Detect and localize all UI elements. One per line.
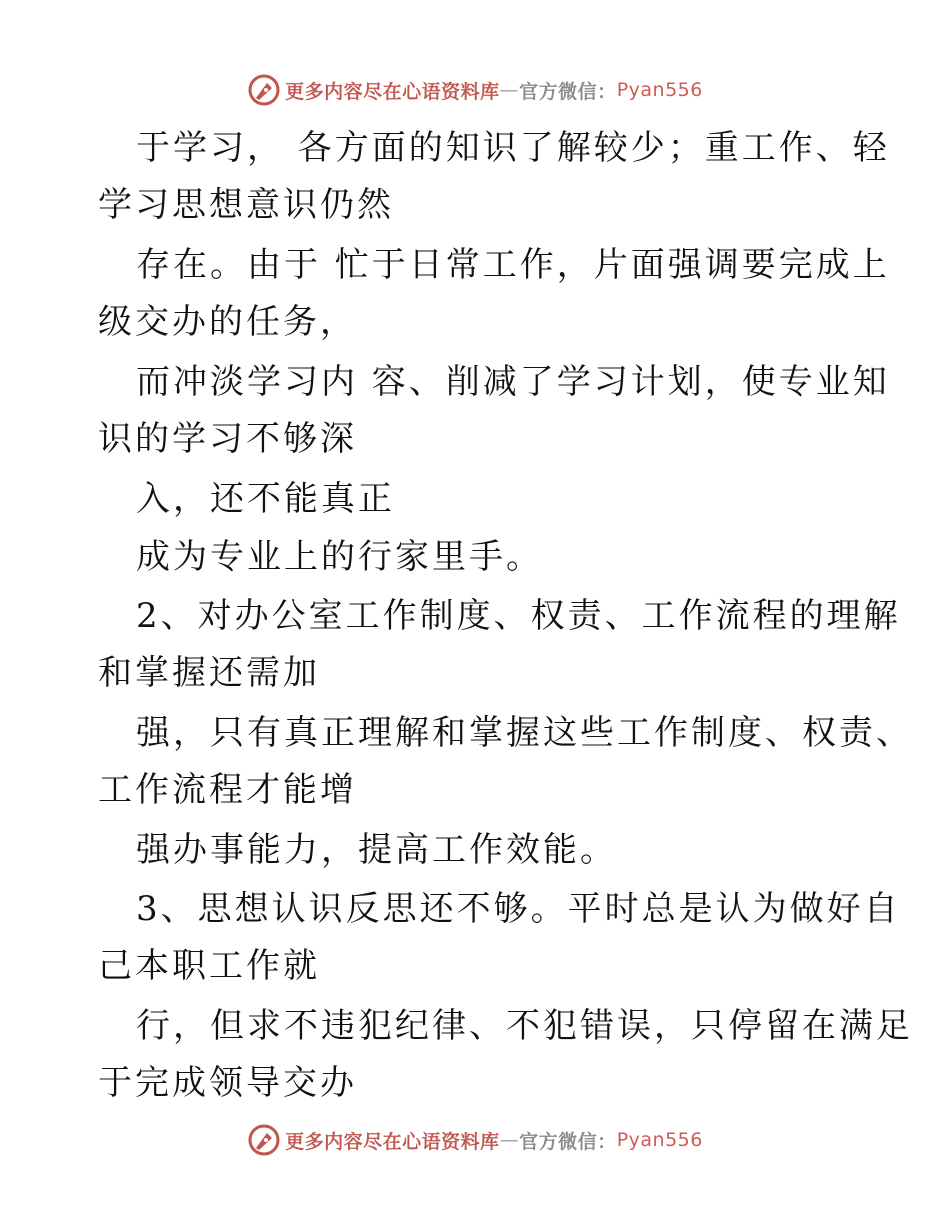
site-name-text: 更多内容尽在心语资料库 bbox=[285, 80, 500, 103]
body-line: 学习思想意识仍然 bbox=[98, 185, 394, 225]
body-line: 和掌握还需加 bbox=[98, 653, 320, 693]
body-line: 入，还不能真正 bbox=[136, 479, 395, 519]
wechat-label: 官方微信： bbox=[519, 80, 617, 103]
body-line: 强，只有真正理解和掌握这些工作制度、权责、 bbox=[136, 713, 913, 753]
banner-dash: — bbox=[499, 79, 520, 101]
body-line: 存在。由于 忙于日常工作，片面强调要完成上 bbox=[136, 245, 890, 285]
pen-nib-logo-icon bbox=[247, 73, 281, 107]
body-line: 己本职工作就 bbox=[98, 946, 320, 986]
body-line: 于学习， 各方面的知识了解较少；重工作、轻 bbox=[136, 128, 890, 168]
body-line: 行，但求不违犯纪律、不犯错误，只停留在满足 bbox=[136, 1006, 913, 1046]
wechat-id: Pyan556 bbox=[616, 79, 703, 101]
pen-nib-logo-icon bbox=[247, 1123, 281, 1157]
wechat-label: 官方微信： bbox=[519, 1130, 617, 1153]
body-line: 强办事能力，提高工作效能。 bbox=[136, 830, 617, 870]
body-line: 3、思想认识反思还不够。平时总是认为做好自 bbox=[136, 889, 901, 929]
body-line: 成为专业上的行家里手。 bbox=[136, 537, 543, 577]
body-line: 级交办的任务， bbox=[98, 302, 357, 342]
body-line: 2、对办公室工作制度、权责、工作流程的理解 bbox=[136, 596, 901, 636]
wechat-id: Pyan556 bbox=[616, 1129, 703, 1151]
body-line: 而冲淡学习内 容、削减了学习计划，使专业知 bbox=[136, 362, 890, 402]
banner-dash: — bbox=[499, 1129, 520, 1151]
body-line: 识的学习不够深 bbox=[98, 419, 357, 459]
body-line: 工作流程才能增 bbox=[98, 770, 357, 810]
site-name-text: 更多内容尽在心语资料库 bbox=[285, 1130, 500, 1153]
header-banner bbox=[0, 70, 950, 110]
footer-banner bbox=[0, 1120, 950, 1160]
body-line: 于完成领导交办 bbox=[98, 1063, 357, 1103]
